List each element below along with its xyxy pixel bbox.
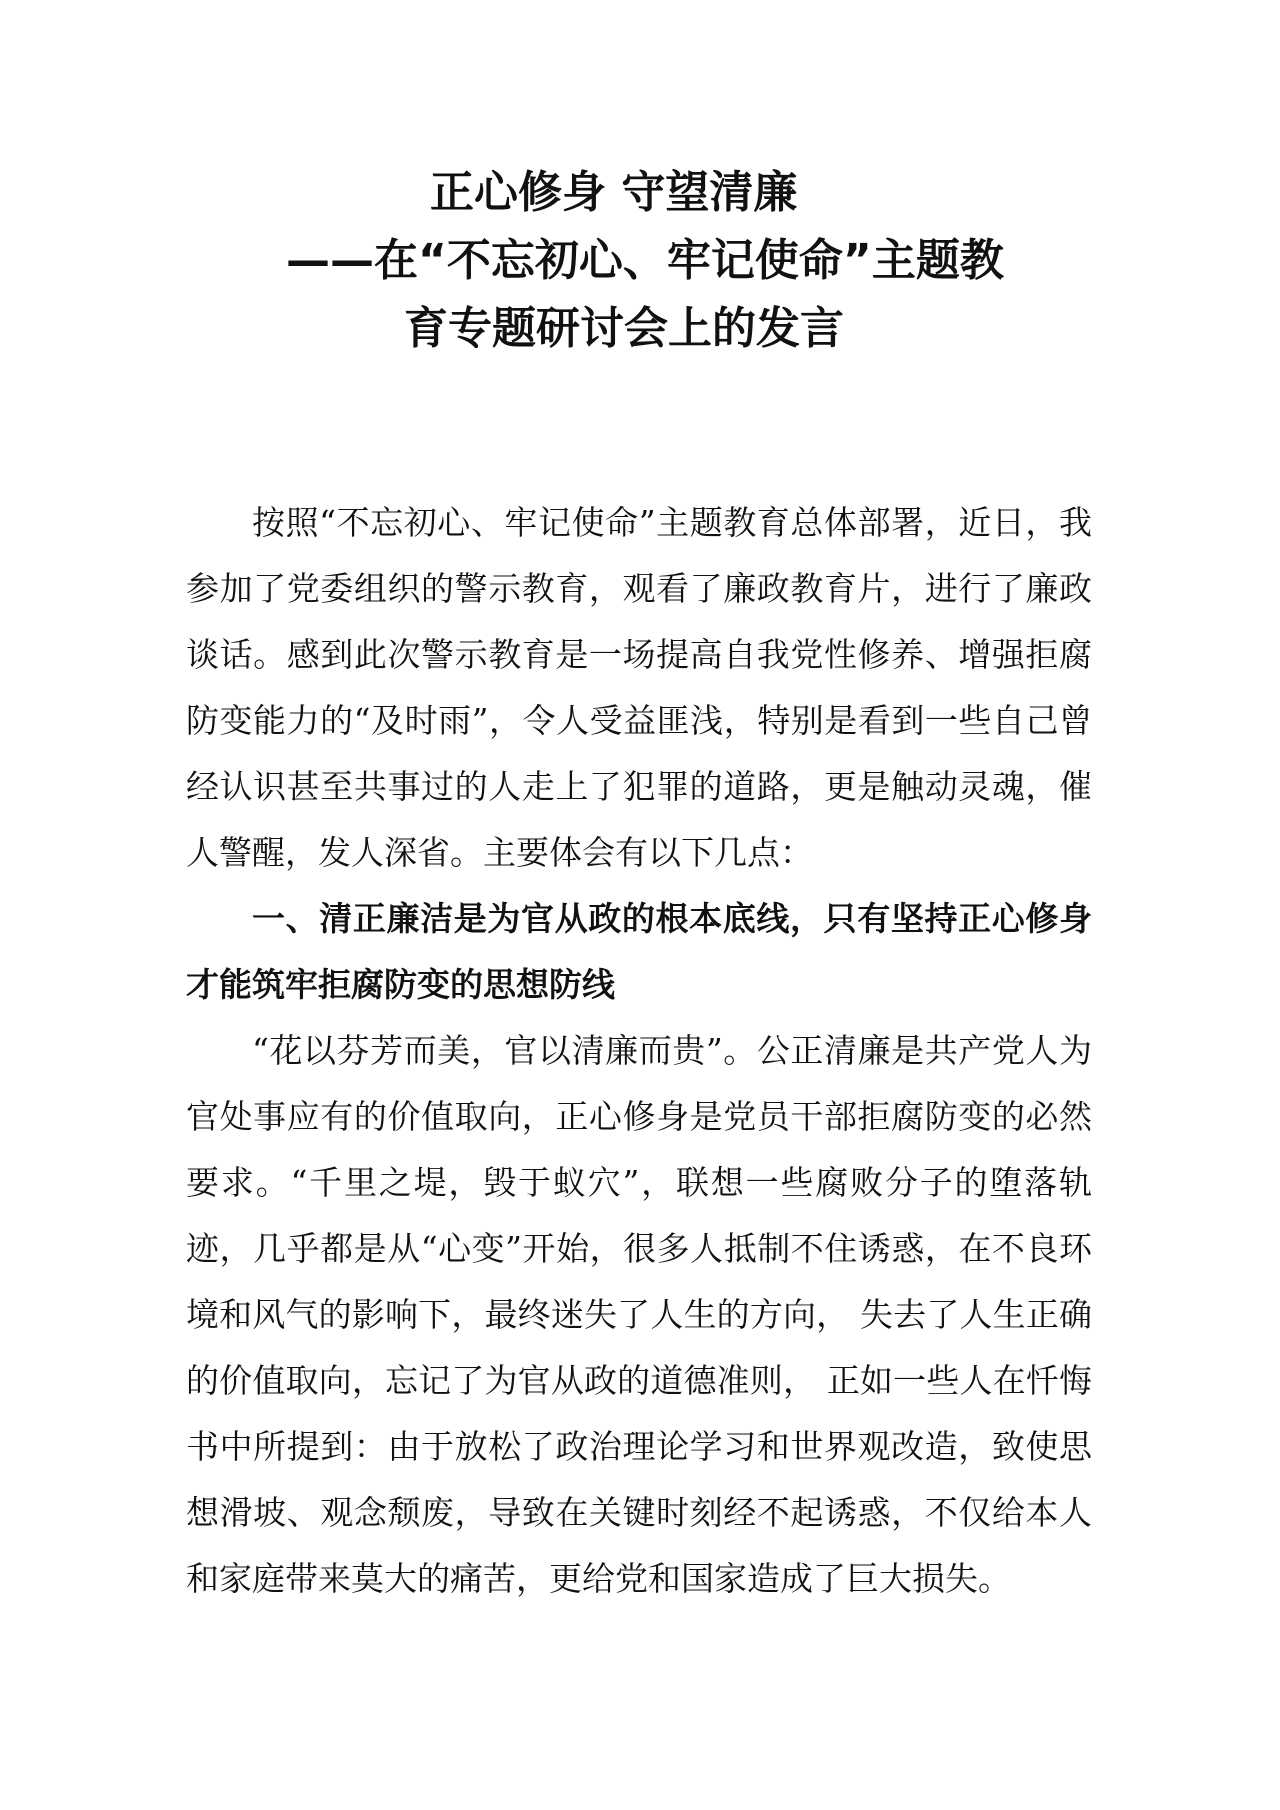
section-1-paragraph: “花以芬芳而美，官以清廉而贵”。公正清廉是共产党人为官处事应有的价值取向，正心修身是党员干部拒腐防变的必然要求。“千里之堤，毁于蚁穴”，联想一些腐败分子的堕落轨迹，几乎都是从“心变”开始，很多人抵制不住诱惑，在不良环境和风气的影响下，最终迷失了人生的方向， 失去了人生正确的价值取向，忘记了为官从政的道德准则， 正如一些人在忏悔书中所提到：由于放松了政治理论学习和世界观改造，致使思想滑坡、观念颓废，导致在关键时刻经不起诱惑，不仅给本人和家庭带来莫大的痛苦，更给党和国家造成了巨大损失。 [186, 1031, 1092, 1598]
document-title: 正心修身 守望清廉 [430, 167, 798, 218]
section-1-heading: 一、清正廉洁是为官从政的根本底线，只有坚持正心修身才能筑牢拒腐防变的思想防线 [186, 899, 1092, 1004]
document-subtitle-line-1: ——在“不忘初心、牢记使命”主题教 [286, 235, 1004, 286]
document-body [186, 490, 1092, 1612]
document-subtitle-line-2: 育专题研讨会上的发言 [404, 303, 844, 354]
intro-paragraph: 按照“不忘初心、牢记使命”主题教育总体部署，近日，我参加了党委组织的警示教育，观看了廉政教育片，进行了廉政谈话。感到此次警示教育是一场提高自我党性修养、增强拒腐防变能力的“及时雨”，令人受益匪浅，特别是看到一些自己曾经认识甚至共事过的人走上了犯罪的道路，更是触动灵魂，催人警醒，发人深省。主要体会有以下几点： [186, 503, 1092, 872]
